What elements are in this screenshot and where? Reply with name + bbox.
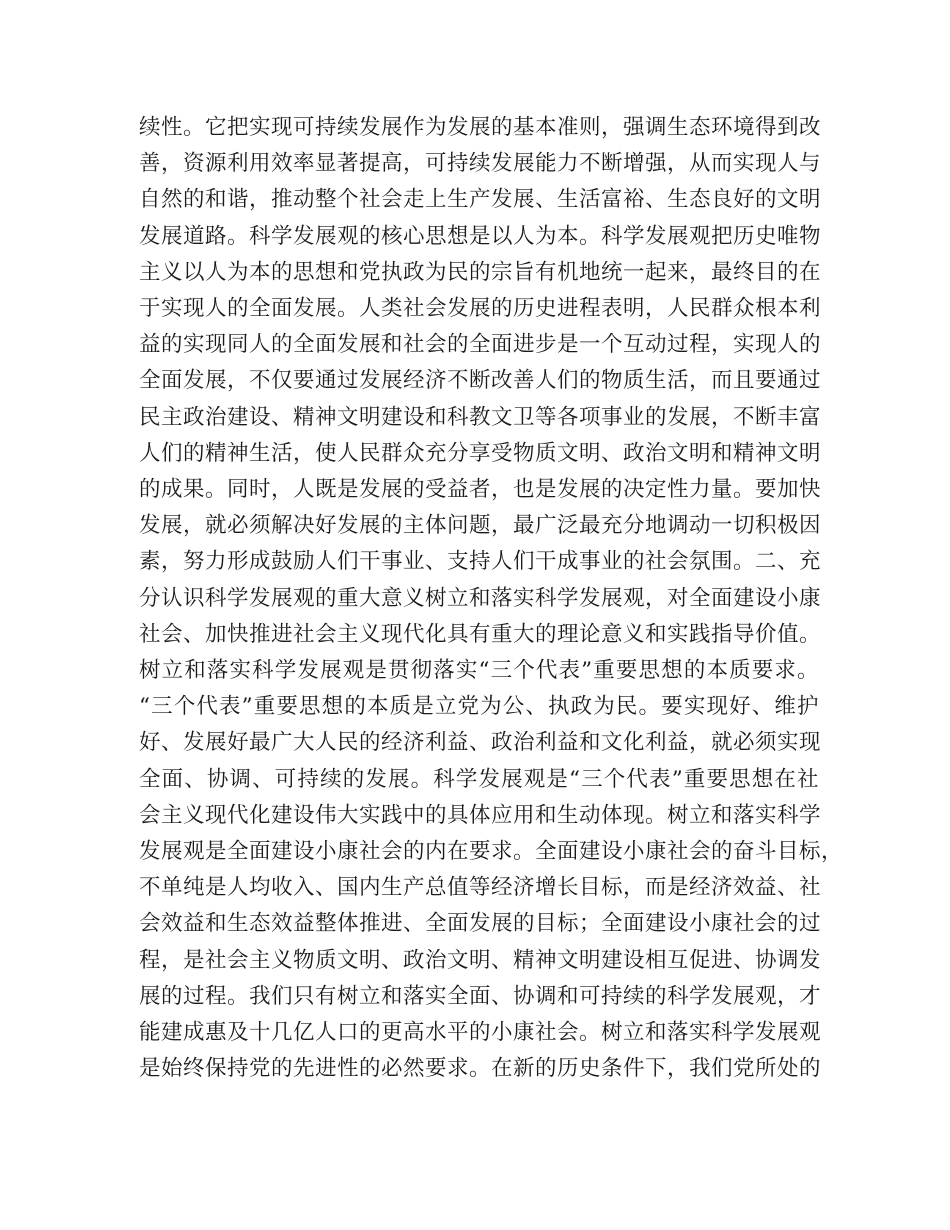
text-line: 会效益和生态效益整体推进、全面发展的目标；全面建设小康社会的过 [139,911,822,937]
text-line: 展的过程。我们只有树立和落实全面、协调和可持续的科学发展观，才 [139,983,822,1009]
text-line: “三个代表”重要思想的本质是立党为公、执政为民。要实现好、维护 [139,694,819,720]
text-line: 树立和落实科学发展观是贯彻落实“三个代表”重要思想的本质要求。 [139,658,819,684]
text-line: 分认识科学发展观的重大意义树立和落实科学发展观，对全面建设小康 [139,585,822,611]
text-line: 主义以人为本的思想和党执政为民的宗旨有机地统一起来，最终目的在 [139,259,822,285]
text-line: 是始终保持党的先进性的必然要求。在新的历史条件下，我们党所处的 [139,1056,822,1082]
text-line: 善，资源利用效率显著提高，可持续发展能力不断增强，从而实现人与 [139,151,822,177]
text-line: 程，是社会主义物质文明、政治文明、精神文明建设相互促进、协调发 [139,947,822,973]
text-line: 益的实现同人的全面发展和社会的全面进步是一个互动过程，实现人的 [139,332,822,358]
text-line: 全面发展，不仅要通过发展经济不断改善人们的物质生活，而且要通过 [139,368,822,394]
text-line: 素，努力形成鼓励人们干事业、支持人们干成事业的社会氛围。二、充 [139,549,822,575]
text-line: 不单纯是人均收入、国内生产总值等经济增长目标，而是经济效益、社 [139,875,822,901]
text-line: 发展，就必须解决好发展的主体问题，最广泛最充分地调动一切积极因 [139,513,822,539]
text-line: 自然的和谐，推动整个社会走上生产发展、生活富裕、生态良好的文明 [139,187,822,213]
text-line: 社会、加快推进社会主义现代化具有重大的理论意义和实践指导价值。 [139,621,822,647]
text-line: 能建成惠及十几亿人口的更高水平的小康社会。树立和落实科学发展观 [139,1020,822,1046]
text-line: 好、发展好最广大人民的经济利益、政治利益和文化利益，就必须实现 [139,730,822,756]
text-line: 民主政治建设、精神文明建设和科教文卫等各项事业的发展，不断丰富 [139,404,822,430]
text-line: 续性。它把实现可持续发展作为发展的基本准则，强调生态环境得到改 [139,115,822,140]
text-line: 会主义现代化建设伟大实践中的具体应用和生动体现。树立和落实科学 [139,802,822,828]
text-line: 发展道路。科学发展观的核心思想是以人为本。科学发展观把历史唯物 [139,223,822,249]
text-line: 全面、协调、可持续的发展。科学发展观是“三个代表”重要思想在社 [139,766,819,792]
text-line: 的成果。同时，人既是发展的受益者，也是发展的决定性力量。要加快 [139,477,822,503]
text-line: 于实现人的全面发展。人类社会发展的历史进程表明，人民群众根本利 [139,296,822,322]
text-line: 发展观是全面建设小康社会的内在要求。全面建设小康社会的奋斗目标， [139,839,844,865]
body-text [139,110,844,1087]
text-line: 人们的精神生活，使人民群众充分享受物质文明、政治文明和精神文明 [139,440,822,466]
